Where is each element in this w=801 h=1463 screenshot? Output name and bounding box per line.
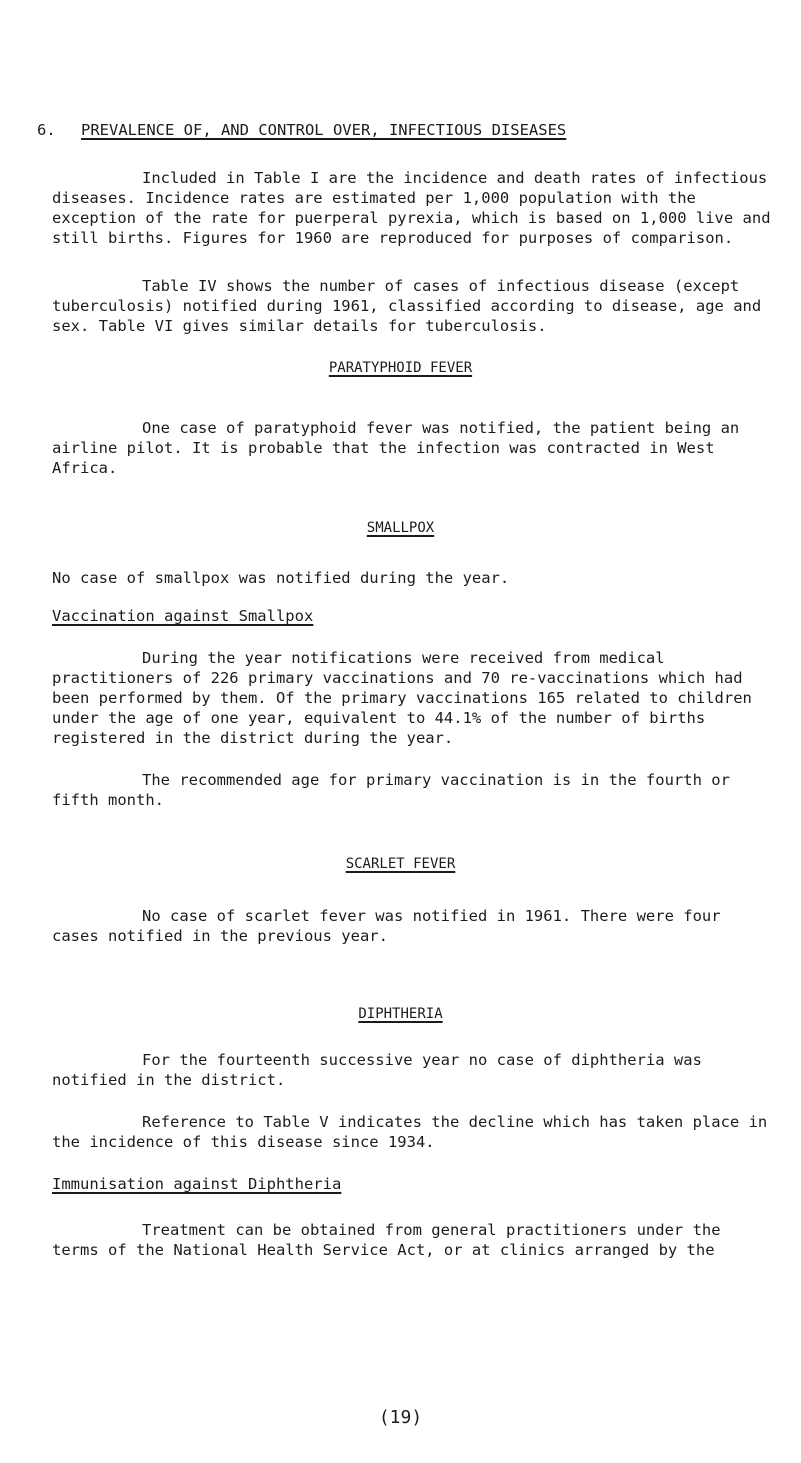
immunisation-heading: Immunisation against Diphtheria [52, 1175, 342, 1193]
smallpox-paragraph [52, 568, 772, 588]
paratyphoid-heading: PARATYPHOID FEVER [328, 360, 473, 376]
page-number: (19) [378, 1407, 423, 1428]
scarlet-fever-paragraph-text: No case of scarlet fever was notified in 1961. There were four cases notified in the previous year. [52, 907, 721, 945]
section-number: 6. [37, 121, 56, 139]
section-header [37, 120, 566, 140]
intro-paragraph-2-text: Table IV shows the number of cases of infectious disease (except tuberculosis) notified during 1961, classified according to disease, age and sex. Table VI gives similar details for tuberculosis. [52, 277, 762, 335]
intro-paragraph-1 [52, 168, 772, 248]
diphtheria-paragraph-2 [52, 1112, 772, 1152]
immunisation-paragraph [52, 1220, 772, 1260]
smallpox-paragraph-text: No case of smallpox was notified during the year. [52, 569, 510, 587]
vaccination-paragraph-1 [52, 648, 772, 748]
intro-paragraph-2 [52, 276, 772, 336]
diphtheria-paragraph-1 [52, 1050, 772, 1090]
paratyphoid-paragraph-text: One case of paratyphoid fever was notified, the patient being an airline pilot. It is probable that the infection was contracted in West Africa. [52, 419, 740, 477]
smallpox-heading: SMALLPOX [366, 520, 435, 536]
paratyphoid-paragraph [52, 418, 772, 478]
scarlet-fever-heading: SCARLET FEVER [345, 856, 456, 872]
vaccination-heading: Vaccination against Smallpox [52, 607, 314, 625]
vaccination-paragraph-2-text: The recommended age for primary vaccination is in the fourth or fifth month. [52, 771, 730, 809]
vaccination-paragraph-2 [52, 770, 772, 810]
diphtheria-heading: DIPHTHERIA [358, 1006, 443, 1022]
vaccination-paragraph-1-text: During the year notifications were received from medical practitioners of 226 primary vaccinations and 70 re-vaccinations which had been performed by them. Of the primary vaccinations 165 related to children under the age of one year, equivalent to 44.1% of the number of births registered in the district during the year. [52, 649, 752, 747]
diphtheria-paragraph-1-text: For the fourteenth successive year no case of diphtheria was notified in the district. [52, 1051, 702, 1089]
diphtheria-paragraph-2-text: Reference to Table V indicates the decline which has taken place in the incidence of this disease since 1934. [52, 1113, 768, 1151]
scarlet-fever-paragraph [52, 906, 772, 946]
section-title: PREVALENCE OF, AND CONTROL OVER, INFECTIOUS DISEASES [81, 121, 567, 139]
intro-paragraph-1-text: Included in Table I are the incidence and death rates of infectious diseases. Incidence rates are estimated per 1,000 population with the exception of the rate for puerperal pyrexia, which is based on 1,000 live and still births. Figures for 1960 are reproduced for purposes of comparison. [52, 169, 771, 247]
immunisation-paragraph-text: Treatment can be obtained from general practitioners under the terms of the National Health Service Act, or at clinics arranged by the [52, 1221, 721, 1259]
